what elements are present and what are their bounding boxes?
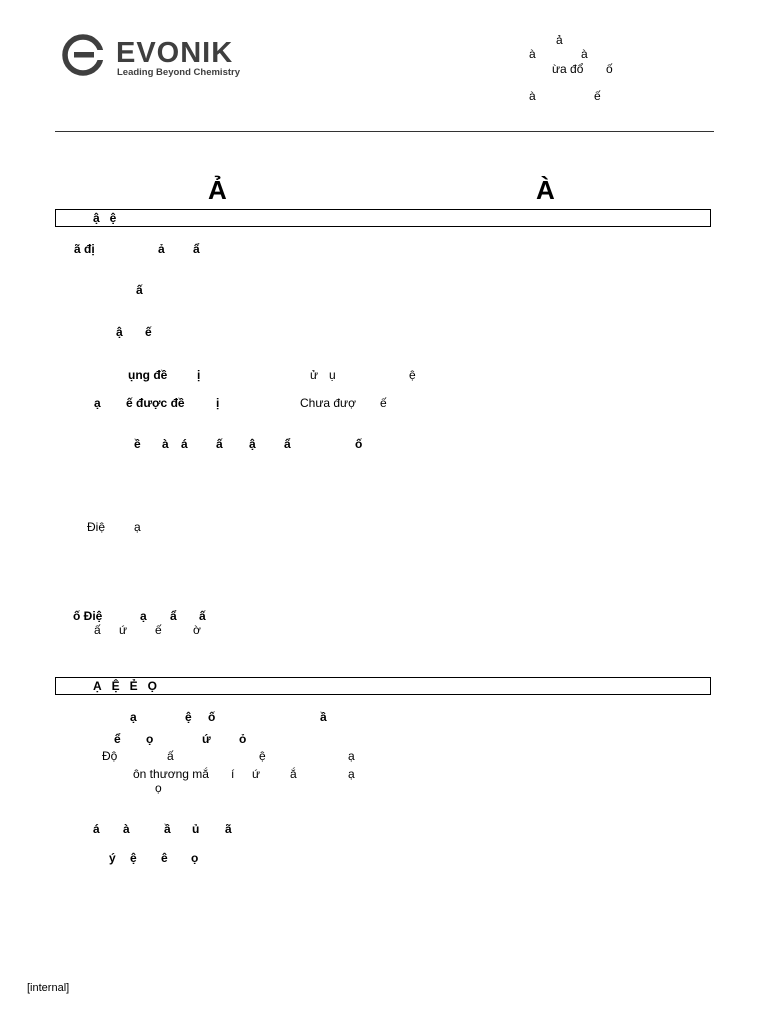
emergency-line2-a: ấ — [94, 623, 101, 637]
s2-row5-a: ọ — [155, 781, 162, 795]
s2-row1-b: ệ — [185, 710, 192, 724]
s1-row6-d: ấ — [216, 437, 223, 451]
emergency-line2-b: ứ — [119, 623, 128, 637]
header-line-3a: ừa đổ — [552, 62, 584, 76]
header-line-4b: ế — [594, 89, 601, 103]
s1-row1-b: ả — [158, 242, 165, 256]
s2-row2-a: ể — [114, 732, 121, 746]
emergency-line2-c: ế — [155, 623, 162, 637]
emergency-c: ẩ — [170, 609, 177, 623]
s1-row4-e: ệ — [409, 368, 416, 382]
s1-row6-g: ố — [355, 437, 363, 451]
s2-row7-a: ý — [109, 851, 116, 865]
s1-row5-e: ế — [380, 396, 387, 410]
header-line-2b: à — [581, 47, 588, 61]
s1-row4-b: ị — [197, 368, 201, 382]
s1-row2-a: ấ — [136, 283, 143, 297]
phone-label-b: ạ — [134, 520, 141, 534]
s2-row7-d: ọ — [191, 851, 199, 865]
s2-row6-b: à — [123, 822, 130, 836]
evonik-logo — [62, 34, 242, 82]
s2-row6-e: ã — [225, 822, 232, 836]
s2-row1-a: ạ — [130, 710, 137, 724]
s1-row5-c: ị — [216, 396, 220, 410]
s1-row3-a: ậ — [116, 325, 123, 339]
emergency-b: ạ — [140, 609, 147, 623]
s1-row6-f: ẩ — [284, 437, 291, 451]
s2-row4-b: í — [231, 767, 235, 781]
s1-row6-b: à — [162, 437, 169, 451]
header-line-3b: ố — [606, 62, 613, 76]
s2-row2-b: ọ — [146, 732, 154, 746]
s2-row4-c: ứ — [252, 767, 261, 781]
header-line-1: ả — [556, 33, 563, 47]
s2-row7-b: ệ — [130, 851, 137, 865]
emergency-a: ố Điệ — [73, 609, 103, 623]
page-title-right: À — [536, 175, 555, 205]
logo-tagline: Leading Beyond Chemistry — [117, 67, 240, 78]
s2-row3-b: ấ — [167, 749, 174, 763]
section-2-label: Ạ Ệ Ẻ Ọ — [93, 679, 158, 693]
s1-row1-a: ã đị — [74, 242, 95, 256]
phone-label: Điệ — [87, 520, 106, 534]
s2-row7-c: ê — [161, 851, 168, 865]
emergency-d: ấ — [199, 609, 206, 623]
s2-row6-d: ủ — [192, 822, 200, 836]
s2-row6-a: á — [93, 822, 100, 836]
header-line-2a: à — [529, 47, 536, 61]
s1-row5-b: ế được đề — [126, 396, 185, 410]
s1-row4-a: ụng đề — [128, 368, 168, 382]
s1-row6-a: ề — [134, 437, 141, 451]
s1-row6-c: á — [181, 437, 188, 451]
s1-row5-a: ạ — [94, 396, 101, 410]
s2-row2-d: ỏ — [239, 732, 247, 746]
s2-row1-c: ố — [208, 710, 216, 724]
section-2-header — [55, 677, 711, 695]
s2-row4-d: ắ — [290, 767, 297, 781]
footer-classification: [internal] — [27, 982, 70, 994]
s2-row6-c: ầ — [164, 822, 171, 836]
s2-row3-d: ạ — [348, 749, 355, 763]
s2-row2-c: ứ — [202, 732, 211, 746]
s1-row3-b: ế — [145, 325, 152, 339]
header-line-4a: à — [529, 89, 536, 103]
s2-row1-d: ầ — [320, 710, 327, 724]
s2-row4-a: ôn thương mắ — [133, 767, 209, 781]
emergency-line2-d: ờ — [193, 623, 201, 637]
section-1-label: ậ ệ — [93, 211, 117, 225]
s1-row6-e: ậ — [249, 437, 256, 451]
s2-row4-e: ạ — [348, 767, 355, 781]
evonik-logo-icon — [62, 34, 104, 76]
page-title-left: Ả — [208, 175, 227, 205]
header-divider — [55, 131, 714, 132]
s2-row3-c: ệ — [259, 749, 266, 763]
s1-row5-d: Chưa đượ — [300, 396, 356, 410]
s1-row4-c: ử — [310, 368, 319, 382]
s1-row1-c: ẩ — [193, 242, 200, 256]
s2-row3-a: Độ — [102, 749, 118, 763]
section-1-header — [55, 209, 711, 227]
logo-wordmark: EVONIK — [116, 37, 234, 69]
s1-row4-d: ụ — [329, 368, 336, 382]
